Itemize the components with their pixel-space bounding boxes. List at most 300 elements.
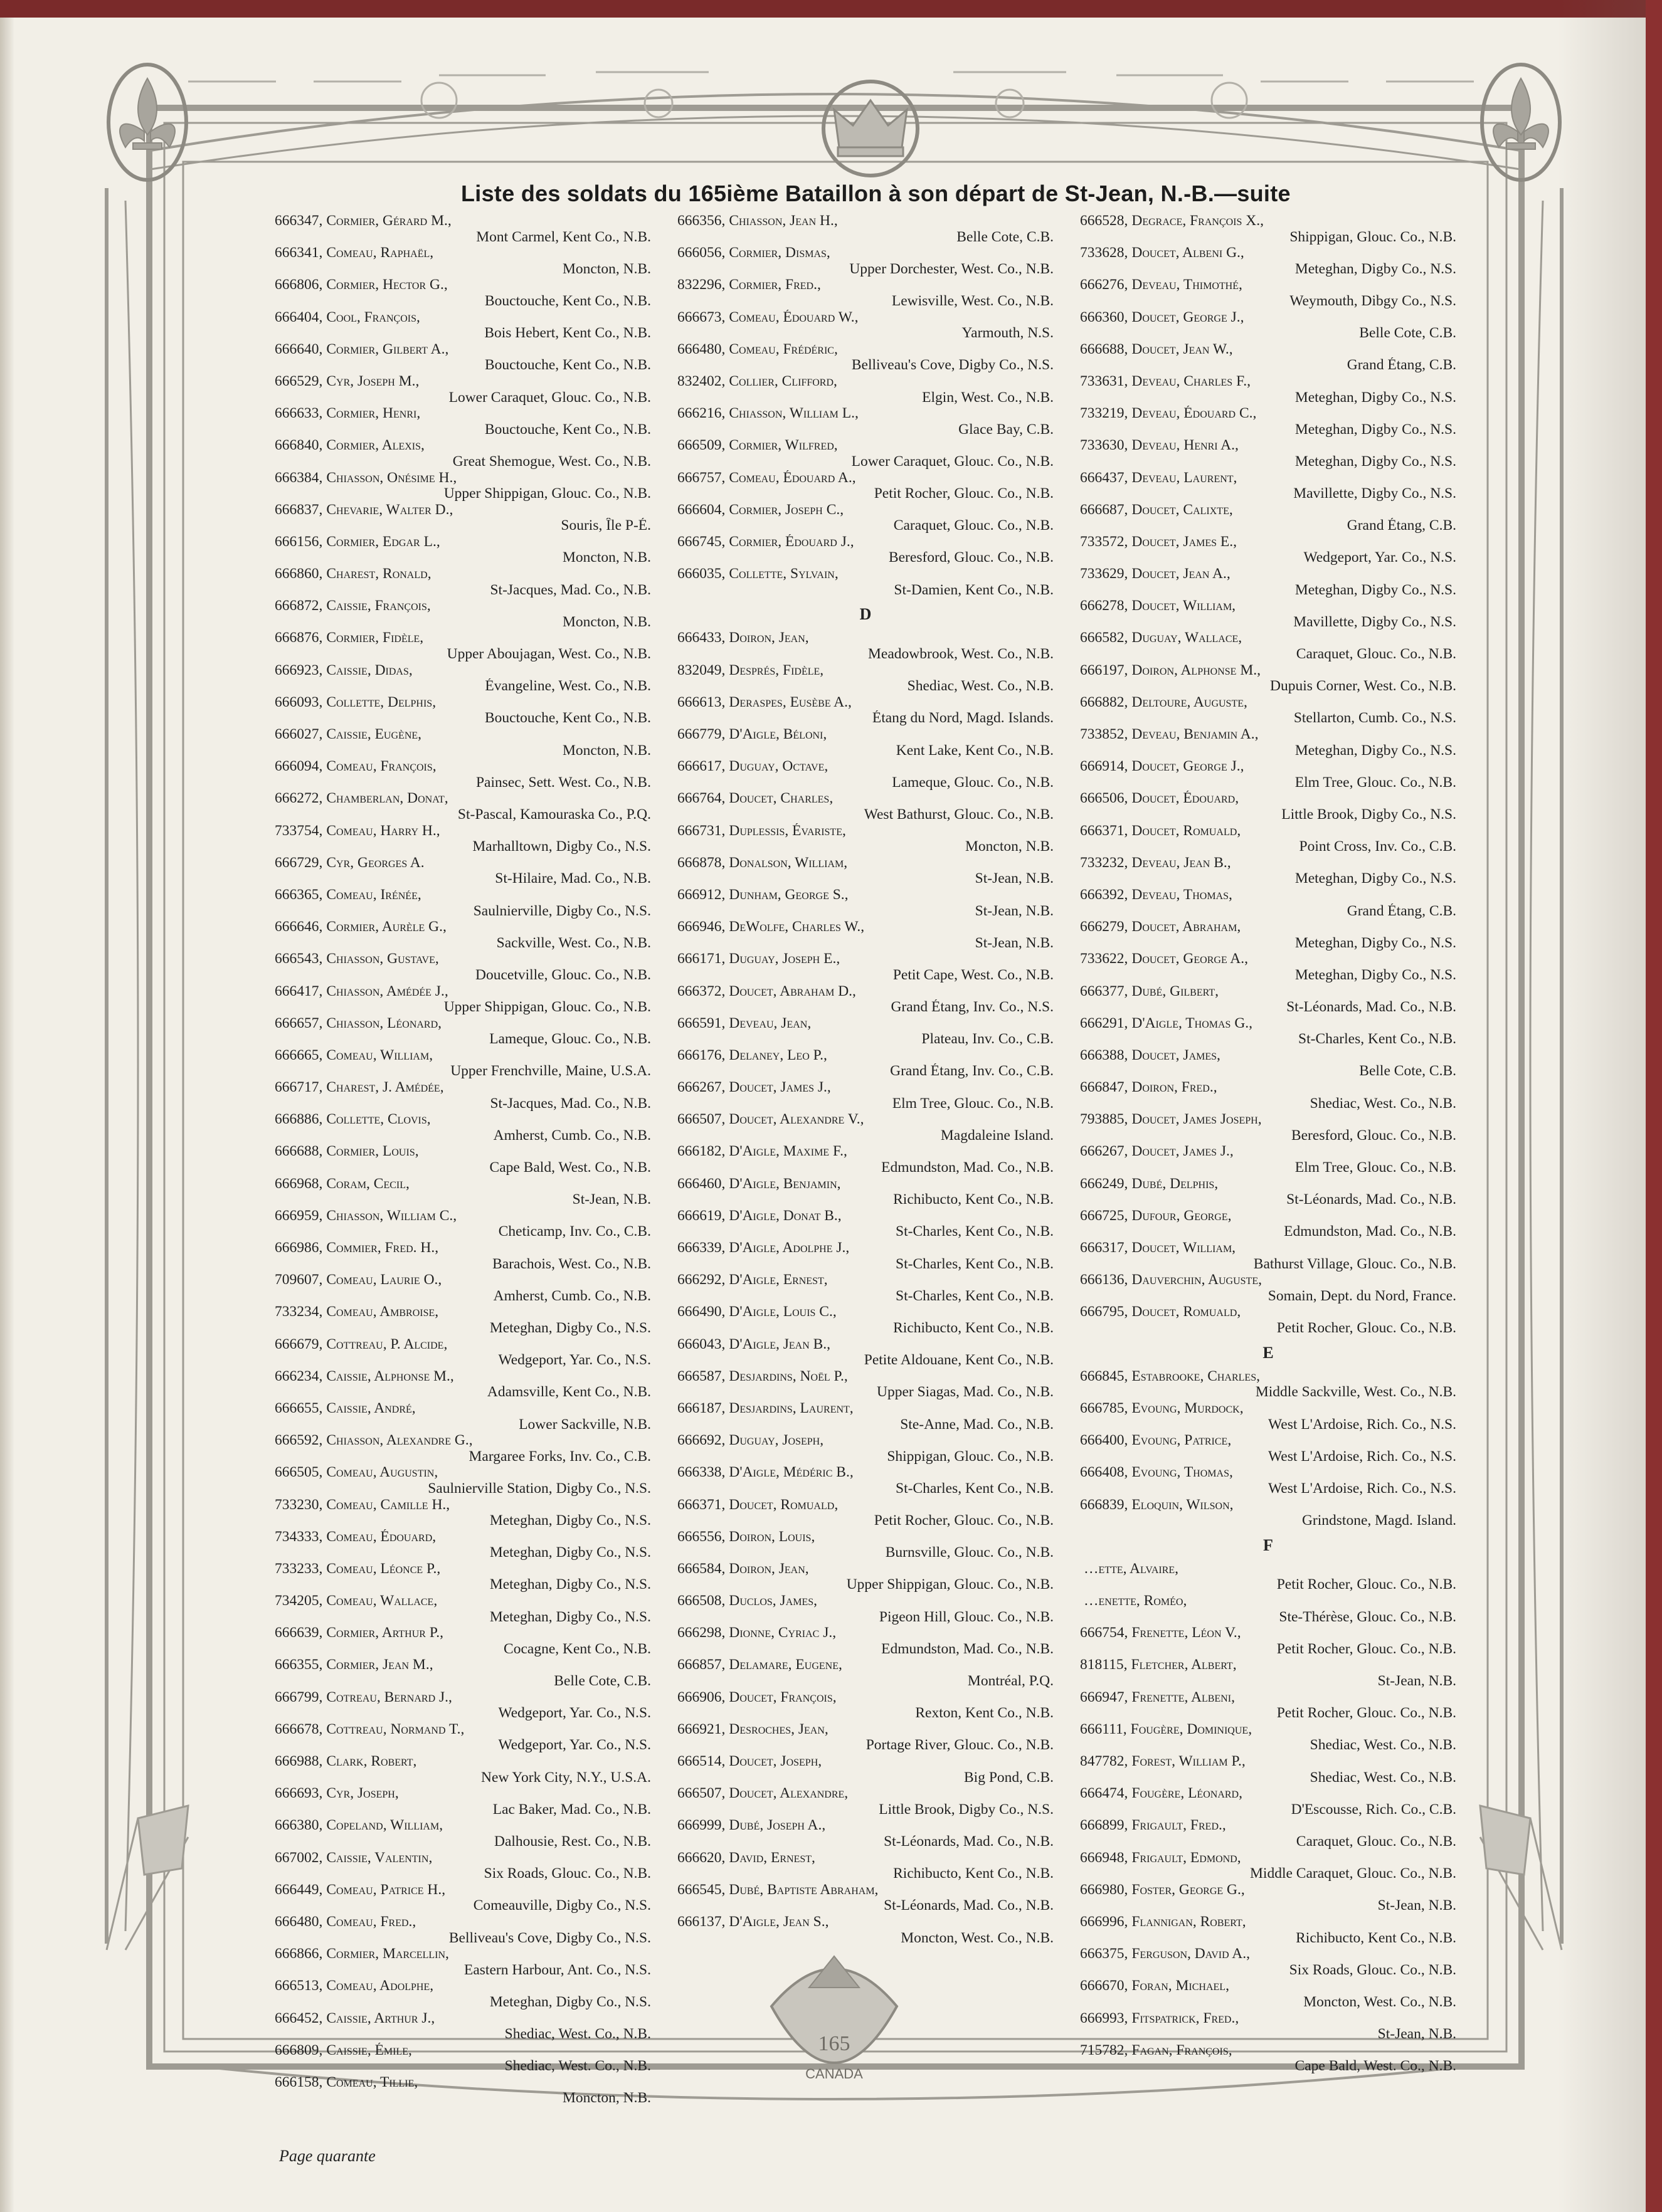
soldier-name: Comeau, Édouard, xyxy=(326,1529,437,1545)
soldier-entry xyxy=(677,1112,1054,1144)
soldier-hometown: Glace Bay, C.B. xyxy=(958,421,1054,438)
soldier-name: …ette, Alvaire, xyxy=(1084,1561,1179,1577)
regimental-number: 666665, xyxy=(275,1047,323,1063)
soldier-name: Doiron, Alphonse M., xyxy=(1131,662,1261,678)
soldier-hometown: Moncton, West. Co., N.B. xyxy=(1303,1994,1456,2010)
regimental-number: 666876, xyxy=(275,630,323,646)
soldier-hometown: Stellarton, Cumb. Co., N.S. xyxy=(1293,710,1456,727)
soldier-entry xyxy=(1080,406,1456,438)
soldier-entry xyxy=(275,566,651,598)
soldier-entry xyxy=(275,1080,651,1112)
soldier-hometown: Petit Rocher, Glouc. Co., N.B. xyxy=(874,1513,1054,1529)
regimental-number: 666617, xyxy=(677,759,726,775)
regimental-number: 666449, xyxy=(275,1882,323,1898)
soldier-entry xyxy=(275,919,651,951)
regimental-number: 666317, xyxy=(1080,1240,1128,1256)
regimental-number: 666505, xyxy=(275,1465,323,1481)
soldier-name: Doucet, George J., xyxy=(1131,759,1244,775)
soldier-hometown: Edmundston, Mad. Co., N.B. xyxy=(881,1641,1054,1657)
soldier-hometown: Moncton, N.B. xyxy=(965,839,1054,855)
soldier-name: Comeau, Tillie, xyxy=(326,2074,418,2090)
soldier-name: Doucet, Romuald, xyxy=(729,1497,839,1513)
section-letter: E xyxy=(1262,1343,1274,1362)
page-footer: Page quarante xyxy=(279,2147,376,2165)
soldier-entry xyxy=(275,855,651,887)
soldier-name: Doucet, James E., xyxy=(1131,534,1237,550)
soldier-hometown: Six Roads, Glouc. Co., N.B. xyxy=(1289,1962,1456,1978)
soldier-hometown: Richibucto, Kent Co., N.B. xyxy=(893,1866,1054,1882)
soldier-entry xyxy=(275,663,651,695)
soldier-hometown: D'Escousse, Rich. Co., C.B. xyxy=(1291,1801,1456,1818)
soldier-name: Caissie, François, xyxy=(326,598,431,614)
soldier-entry xyxy=(677,759,1054,791)
soldier-name: Dubé, Joseph A., xyxy=(729,1818,826,1834)
regimental-number: 666745, xyxy=(677,534,726,550)
regimental-number: 666507, xyxy=(677,1786,726,1802)
soldier-name: D'Aigle, Maxime F., xyxy=(729,1144,847,1160)
soldier-hometown: Shediac, West. Co., N.B. xyxy=(1310,1095,1456,1112)
soldier-name: Estabrooke, Charles, xyxy=(1131,1368,1260,1384)
regimental-number: 666529, xyxy=(275,373,323,389)
soldier-hometown: Dupuis Corner, West. Co., N.B. xyxy=(1269,678,1456,695)
soldier-hometown: Somain, Dept. du Nord, France. xyxy=(1268,1288,1456,1304)
soldier-name: Caissie, Arthur J., xyxy=(326,2010,435,2026)
regimental-number: 666655, xyxy=(275,1400,323,1416)
soldier-entry xyxy=(275,630,651,662)
soldier-entry xyxy=(275,695,651,727)
soldier-entry xyxy=(1080,213,1456,245)
regimental-number: 666731, xyxy=(677,823,726,839)
regimental-number: 666187, xyxy=(677,1400,726,1416)
soldier-name: Doucet, George A., xyxy=(1131,951,1249,967)
soldier-entry xyxy=(275,245,651,277)
soldier-entry xyxy=(275,598,651,630)
soldier-hometown: Wedgeport, Yar. Co., N.S. xyxy=(498,1705,651,1722)
crest-country: CANADA xyxy=(805,2066,863,2082)
soldier-hometown: Mavillette, Digby Co., N.S. xyxy=(1293,486,1456,502)
soldier-entry xyxy=(1080,919,1456,951)
soldier-entry xyxy=(1080,1080,1456,1112)
regimental-number: 666872, xyxy=(275,598,323,614)
soldier-entry xyxy=(1080,1208,1456,1240)
soldier-entry xyxy=(275,1433,651,1465)
regimental-number: 666556, xyxy=(677,1529,726,1545)
soldier-name: Cormier, Gérard M., xyxy=(326,213,452,229)
soldier-name: Cormier, Hector G., xyxy=(326,277,448,293)
soldier-hometown: Meteghan, Digby Co., N.S. xyxy=(1294,389,1456,406)
soldier-hometown: Meteghan, Digby Co., N.S. xyxy=(489,1577,651,1593)
page-title: Liste des soldats du 165ième Bataillon à son départ de St-Jean, N.-B.—suite xyxy=(461,181,1291,206)
soldier-name: …enette, Roméo, xyxy=(1084,1593,1187,1609)
soldier-hometown: Shediac, West. Co., N.B. xyxy=(504,2026,651,2043)
soldier-hometown: Upper Shippigan, Glouc. Co., N.B. xyxy=(443,486,651,502)
soldier-entry xyxy=(1080,1304,1456,1336)
soldier-hometown: St-Jacques, Mad. Co., N.B. xyxy=(490,582,651,598)
regimental-number: 666234, xyxy=(275,1368,323,1384)
soldier-name: Comeau, Irénée, xyxy=(326,887,421,903)
soldier-entry xyxy=(275,984,651,1016)
soldier-hometown: Cape Bald, West. Co., N.B. xyxy=(1294,2058,1456,2075)
soldier-hometown: Lewisville, West. Co., N.B. xyxy=(891,293,1054,309)
soldier-hometown: St-Léonards, Mad. Co., N.B. xyxy=(1286,1192,1456,1208)
regimental-number: 666136, xyxy=(1080,1272,1128,1288)
regimental-number: 666860, xyxy=(275,566,323,582)
regimental-number: 666375, xyxy=(1080,1946,1128,1962)
soldier-entry xyxy=(275,374,651,406)
section-letter: D xyxy=(859,605,872,624)
regimental-number: 666959, xyxy=(275,1208,323,1224)
soldier-name: Chiasson, William L., xyxy=(729,406,859,422)
soldier-entry xyxy=(677,1722,1054,1754)
soldier-hometown: Souris, Île P-É. xyxy=(561,518,651,534)
soldier-hometown: Upper Shippigan, Glouc. Co., N.B. xyxy=(443,999,651,1016)
soldier-hometown: St-Jean, N.B. xyxy=(1377,1673,1456,1690)
soldier-entry xyxy=(275,1465,651,1497)
regimental-number: 666999, xyxy=(677,1818,726,1834)
soldier-entry xyxy=(677,213,1054,245)
soldier-hometown: Shippigan, Glouc. Co., N.B. xyxy=(887,1448,1054,1465)
soldier-hometown: Bouctouche, Kent Co., N.B. xyxy=(485,710,651,727)
soldier-hometown: Meteghan, Digby Co., N.S. xyxy=(489,1994,651,2010)
soldier-entry xyxy=(1080,1401,1456,1433)
soldier-hometown: Beresford, Glouc. Co., N.B. xyxy=(1291,1127,1456,1144)
soldier-entry xyxy=(1080,598,1456,630)
soldier-hometown: Meteghan, Digby Co., N.S. xyxy=(1294,421,1456,438)
soldier-name: Cormier, Gilbert A., xyxy=(326,341,449,357)
regimental-number: 666646, xyxy=(275,919,323,935)
soldier-name: Caissie, Émile, xyxy=(326,2042,412,2058)
soldier-hometown: Belle Cote, C.B. xyxy=(1359,325,1456,342)
soldier-entry xyxy=(1080,695,1456,727)
regimental-number: 666249, xyxy=(1080,1176,1128,1192)
soldier-name: Cormier, Wilfred, xyxy=(729,438,838,454)
soldier-hometown: Moncton, N.B. xyxy=(563,2090,651,2107)
soldier-name: Caissie, Didas, xyxy=(326,662,413,678)
soldier-hometown: Saulnierville Station, Digby Co., N.S. xyxy=(428,1480,651,1497)
regimental-number: 733219, xyxy=(1080,406,1128,422)
soldier-hometown: Shediac, West. Co., N.B. xyxy=(1310,1737,1456,1754)
soldier-hometown: Mont Carmel, Kent Co., N.B. xyxy=(476,229,651,245)
regimental-number: 666404, xyxy=(275,309,323,325)
soldier-name: Frigault, Edmond, xyxy=(1131,1850,1241,1866)
soldier-name: Frenette, Léon V., xyxy=(1131,1625,1241,1641)
soldier-hometown: Elm Tree, Glouc. Co., N.B. xyxy=(1294,774,1456,791)
soldier-name: Fletcher, Albert, xyxy=(1131,1657,1237,1673)
soldier-name: Caissie, André, xyxy=(326,1400,416,1416)
soldier-hometown: Portage River, Glouc. Co., N.B. xyxy=(865,1737,1054,1754)
soldier-entry xyxy=(275,951,651,983)
soldier-name: Comeau, Adolphe, xyxy=(326,1978,434,1994)
soldier-name: Doucet, Romuald, xyxy=(1131,1304,1241,1320)
regimental-number: 666799, xyxy=(275,1689,323,1705)
regimental-number: 666156, xyxy=(275,534,323,550)
regimental-number: 666276, xyxy=(1080,277,1128,293)
soldier-entry xyxy=(677,406,1054,438)
soldier-entry xyxy=(677,663,1054,695)
soldier-name: Doucet, Alexandre, xyxy=(729,1786,849,1802)
soldier-hometown: Bouctouche, Kent Co., N.B. xyxy=(485,293,651,309)
regimental-number: 832049, xyxy=(677,662,726,678)
regimental-number: 666035, xyxy=(677,566,726,582)
soldier-name: Charest, Ronald, xyxy=(326,566,431,582)
regimental-number: 666946, xyxy=(677,919,726,935)
soldier-name: Doucet, George J., xyxy=(1131,309,1244,325)
regimental-number: 733631, xyxy=(1080,373,1128,389)
soldier-entry xyxy=(677,1016,1054,1048)
regimental-number: 666056, xyxy=(677,245,726,261)
regimental-number: 666845, xyxy=(1080,1368,1128,1384)
regimental-number: 666272, xyxy=(275,791,323,807)
regimental-number: 666986, xyxy=(275,1240,323,1256)
soldier-entry xyxy=(275,791,651,823)
regimental-number: 666291, xyxy=(1080,1015,1128,1031)
soldier-name: Duguay, Joseph, xyxy=(729,1433,824,1449)
soldier-name: Deveau, Édouard C., xyxy=(1131,406,1257,422)
soldier-hometown: Petite Aldouane, Kent Co., N.B. xyxy=(864,1352,1054,1369)
soldier-hometown: Weymouth, Dibgy Co., N.S. xyxy=(1289,293,1456,309)
soldier-entry xyxy=(275,1657,651,1689)
soldier-hometown: St-Charles, Kent Co., N.B. xyxy=(896,1288,1054,1304)
soldier-entry xyxy=(677,1882,1054,1914)
regimental-number: 733852, xyxy=(1080,727,1128,742)
soldier-name: Doucet, Jean W., xyxy=(1131,341,1233,357)
regimental-number: 666171, xyxy=(677,951,726,967)
regimental-number: 666906, xyxy=(677,1689,726,1705)
soldier-hometown: Edmundston, Mad. Co., N.B. xyxy=(881,1160,1054,1176)
regimental-number: 667002, xyxy=(275,1850,323,1866)
regimental-number: 666094, xyxy=(275,759,323,775)
soldier-hometown: Comeauville, Digby Co., N.S. xyxy=(473,1898,651,1914)
soldier-entry xyxy=(1080,1690,1456,1722)
soldier-entry xyxy=(1080,1497,1456,1529)
soldier-entry xyxy=(275,277,651,309)
soldier-hometown: Richibucto, Kent Co., N.B. xyxy=(1296,1930,1456,1946)
soldier-entry xyxy=(677,1272,1054,1304)
soldier-hometown: Montréal, P.Q. xyxy=(967,1673,1054,1690)
soldier-name: Coram, Cecil, xyxy=(326,1176,410,1192)
soldier-hometown: Bouctouche, Kent Co., N.B. xyxy=(485,357,651,374)
regimental-number: 666899, xyxy=(1080,1818,1128,1834)
soldier-name: Doucet, Joseph, xyxy=(729,1754,822,1769)
regimental-number: 666633, xyxy=(275,406,323,422)
soldier-hometown: Ste-Thérèse, Glouc. Co., N.B. xyxy=(1279,1609,1456,1625)
soldier-entry xyxy=(677,1593,1054,1625)
regimental-number: 666508, xyxy=(677,1593,726,1609)
regimental-number: 666339, xyxy=(677,1240,726,1256)
soldier-hometown: Eastern Harbour, Ant. Co., N.S. xyxy=(464,1962,651,1978)
soldier-entry xyxy=(677,1690,1054,1722)
regimental-number: 666582, xyxy=(1080,630,1128,646)
soldier-entry xyxy=(1080,310,1456,342)
soldier-hometown: Lower Caraquet, Glouc. Co., N.B. xyxy=(851,453,1054,470)
regimental-number: 666400, xyxy=(1080,1433,1128,1449)
soldier-hometown: New York City, N.Y., U.S.A. xyxy=(481,1769,651,1786)
soldier-name: Comeau, Harry H., xyxy=(326,823,440,839)
soldier-name: Collier, Clifford, xyxy=(729,373,837,389)
soldier-name: D'Aigle, Donat B., xyxy=(729,1208,842,1224)
soldier-name: Desroches, Jean, xyxy=(729,1721,828,1737)
soldier-entry xyxy=(677,1497,1054,1529)
soldier-name: D'Aigle, Benjamin, xyxy=(729,1176,841,1192)
soldier-entry xyxy=(677,1818,1054,1850)
soldier-hometown: Great Shemogue, West. Co., N.B. xyxy=(452,453,651,470)
regimental-number: 666840, xyxy=(275,438,323,454)
regimental-number: 847782, xyxy=(1080,1754,1128,1769)
soldier-name: Dionne, Cyriac J., xyxy=(729,1625,837,1641)
soldier-hometown: St-Jean, N.B. xyxy=(572,1192,651,1208)
soldier-hometown: Shediac, West. Co., N.B. xyxy=(1310,1769,1456,1786)
soldier-name: Deveau, Thimothé, xyxy=(1131,277,1242,293)
soldier-entry xyxy=(1080,951,1456,983)
soldier-entry xyxy=(1080,1465,1456,1497)
soldier-entry xyxy=(275,1914,651,1946)
soldier-name: Comeau, Léonce P., xyxy=(326,1561,441,1577)
regimental-number: 666543, xyxy=(275,951,323,967)
regimental-number: 666480, xyxy=(275,1914,323,1930)
soldier-hometown: St-Hilaire, Mad. Co., N.B. xyxy=(495,871,651,887)
soldier-entry xyxy=(275,1208,651,1240)
soldier-entry xyxy=(275,759,651,791)
regimental-number: 666158, xyxy=(275,2074,323,2090)
regimental-number: 666587, xyxy=(677,1368,726,1384)
soldier-name: Doucet, Albeni G., xyxy=(1131,245,1244,261)
soldier-entry xyxy=(1080,1754,1456,1786)
soldier-entry xyxy=(1080,1978,1456,2010)
regimental-number: 666584, xyxy=(677,1561,726,1577)
regimental-number: 666182, xyxy=(677,1144,726,1160)
soldier-entry xyxy=(1080,630,1456,662)
soldier-entry xyxy=(677,342,1054,374)
soldier-entry xyxy=(275,502,651,534)
regimental-number: 666847, xyxy=(1080,1080,1128,1096)
regimental-number: 666417, xyxy=(275,983,323,999)
soldier-hometown: Bouctouche, Kent Co., N.B. xyxy=(485,421,651,438)
soldier-hometown: Grindstone, Magd. Island. xyxy=(1301,1513,1456,1529)
soldier-entry xyxy=(677,630,1054,662)
regimental-number: 666490, xyxy=(677,1304,726,1320)
soldier-hometown: Meadowbrook, West. Co., N.B. xyxy=(868,646,1054,663)
regimental-number: 666912, xyxy=(677,887,726,903)
soldier-hometown: Elm Tree, Glouc. Co., N.B. xyxy=(1294,1160,1456,1176)
soldier-hometown: St-Jean, N.B. xyxy=(1377,2026,1456,2043)
soldier-entry xyxy=(677,534,1054,566)
soldier-entry xyxy=(275,823,651,855)
soldier-hometown: St-Léonards, Mad. Co., N.B. xyxy=(884,1898,1054,1914)
soldier-name: Comeau, Fred., xyxy=(326,1914,416,1930)
soldier-hometown: Wedgeport, Yar. Co., N.S. xyxy=(498,1737,651,1754)
regimental-number: 832402, xyxy=(677,373,726,389)
soldier-name: Cormier, Fidèle, xyxy=(326,630,424,646)
soldier-hometown: St-Jean, N.B. xyxy=(975,935,1054,951)
regimental-number: 666437, xyxy=(1080,470,1128,486)
soldier-name: Delaney, Leo P., xyxy=(729,1047,827,1063)
soldier-hometown: Lower Caraquet, Glouc. Co., N.B. xyxy=(448,389,651,406)
soldier-hometown: St-Jean, N.B. xyxy=(1377,1898,1456,1914)
regimental-number: 733230, xyxy=(275,1497,323,1513)
soldier-name: Comeau, François, xyxy=(326,759,437,775)
soldier-hometown: Shippigan, Glouc. Co., N.B. xyxy=(1289,229,1456,245)
soldier-hometown: Meteghan, Digby Co., N.S. xyxy=(1294,261,1456,277)
regimental-number: 666779, xyxy=(677,727,726,742)
soldier-name: Doucet, Édouard, xyxy=(1131,791,1239,807)
regimental-number: 666670, xyxy=(1080,1978,1128,1994)
soldier-entry xyxy=(275,1946,651,1978)
soldier-entry xyxy=(677,1914,1054,1946)
soldier-entry xyxy=(1080,1657,1456,1689)
soldier-hometown: Cocagne, Kent Co., N.B. xyxy=(504,1641,651,1657)
regimental-number: 666355, xyxy=(275,1657,323,1673)
soldier-entry xyxy=(1080,1786,1456,1818)
soldier-name: Cool, François, xyxy=(326,309,420,325)
regimental-number: 666613, xyxy=(677,694,726,710)
soldier-entry xyxy=(677,438,1054,470)
soldier-hometown: Petit Cape, West. Co., N.B. xyxy=(892,967,1054,983)
soldier-entry xyxy=(677,310,1054,342)
regimental-number: 733629, xyxy=(1080,566,1128,582)
soldier-entry xyxy=(1080,1112,1456,1144)
regimental-number: 666878, xyxy=(677,855,726,871)
soldier-hometown: Adamsville, Kent Co., N.B. xyxy=(487,1384,651,1401)
soldier-name: Dunham, George S., xyxy=(729,887,849,903)
soldier-entry xyxy=(677,1401,1054,1433)
soldier-entry xyxy=(1080,2011,1456,2043)
soldier-name: Delamare, Eugene, xyxy=(729,1657,842,1673)
soldier-hometown: Upper Siagas, Mad. Co., N.B. xyxy=(877,1384,1054,1401)
soldier-hometown: Petit Rocher, Glouc. Co., N.B. xyxy=(1276,1320,1456,1336)
soldier-name: Deveau, Jean, xyxy=(729,1015,812,1031)
soldier-entry xyxy=(677,1080,1054,1112)
soldier-entry xyxy=(677,1561,1054,1593)
soldier-entry xyxy=(1080,438,1456,470)
soldier-hometown: Moncton, N.B. xyxy=(563,614,651,630)
soldier-name: D'Aigle, Louis C., xyxy=(729,1304,837,1320)
regimental-number: 666757, xyxy=(677,470,726,486)
soldier-hometown: Doucetville, Glouc. Co., N.B. xyxy=(475,967,651,983)
soldier-name: Collette, Clovis, xyxy=(326,1112,431,1128)
regimental-number: 666678, xyxy=(275,1721,323,1737)
soldier-hometown: Yarmouth, N.S. xyxy=(961,325,1054,342)
soldier-hometown: Amherst, Cumb. Co., N.B. xyxy=(493,1127,651,1144)
soldier-entry xyxy=(275,2043,651,2075)
regimental-number: 666360, xyxy=(1080,309,1128,325)
soldier-name: David, Ernest, xyxy=(729,1850,815,1866)
regimental-number: 666093, xyxy=(275,694,323,710)
regimental-number: 666216, xyxy=(677,406,726,422)
soldier-entry xyxy=(677,1529,1054,1561)
soldier-hometown: Meteghan, Digby Co., N.S. xyxy=(489,1513,651,1529)
regimental-number: 715782, xyxy=(1080,2042,1128,2058)
soldier-hometown: Middle Sackville, West. Co., N.B. xyxy=(1255,1384,1456,1401)
soldier-name: Caissie, Eugène, xyxy=(326,727,422,742)
regimental-number: 666673, xyxy=(677,309,726,325)
soldier-hometown: Saulnierville, Digby Co., N.S. xyxy=(473,903,651,919)
regimental-number: 666279, xyxy=(1080,919,1128,935)
soldier-entry xyxy=(677,502,1054,534)
soldier-entry xyxy=(1080,1561,1456,1593)
soldier-hometown: Edmundston, Mad. Co., N.B. xyxy=(1284,1224,1456,1240)
soldier-entry xyxy=(677,1176,1054,1208)
regimental-number: 666278, xyxy=(1080,598,1128,614)
soldier-entry xyxy=(275,342,651,374)
soldier-name: Doucet, François, xyxy=(729,1689,837,1705)
soldier-entry xyxy=(275,1144,651,1176)
soldier-hometown: Marhalltown, Digby Co., N.S. xyxy=(472,839,651,855)
soldier-hometown: Richibucto, Kent Co., N.B. xyxy=(893,1192,1054,1208)
soldier-name: Commier, Fred. H., xyxy=(326,1240,439,1256)
soldier-hometown: Meteghan, Digby Co., N.S. xyxy=(1294,742,1456,759)
soldier-hometown: Bathurst Village, Glouc. Co., N.B. xyxy=(1253,1256,1456,1272)
soldier-name: Fougère, Léonard, xyxy=(1131,1786,1242,1802)
